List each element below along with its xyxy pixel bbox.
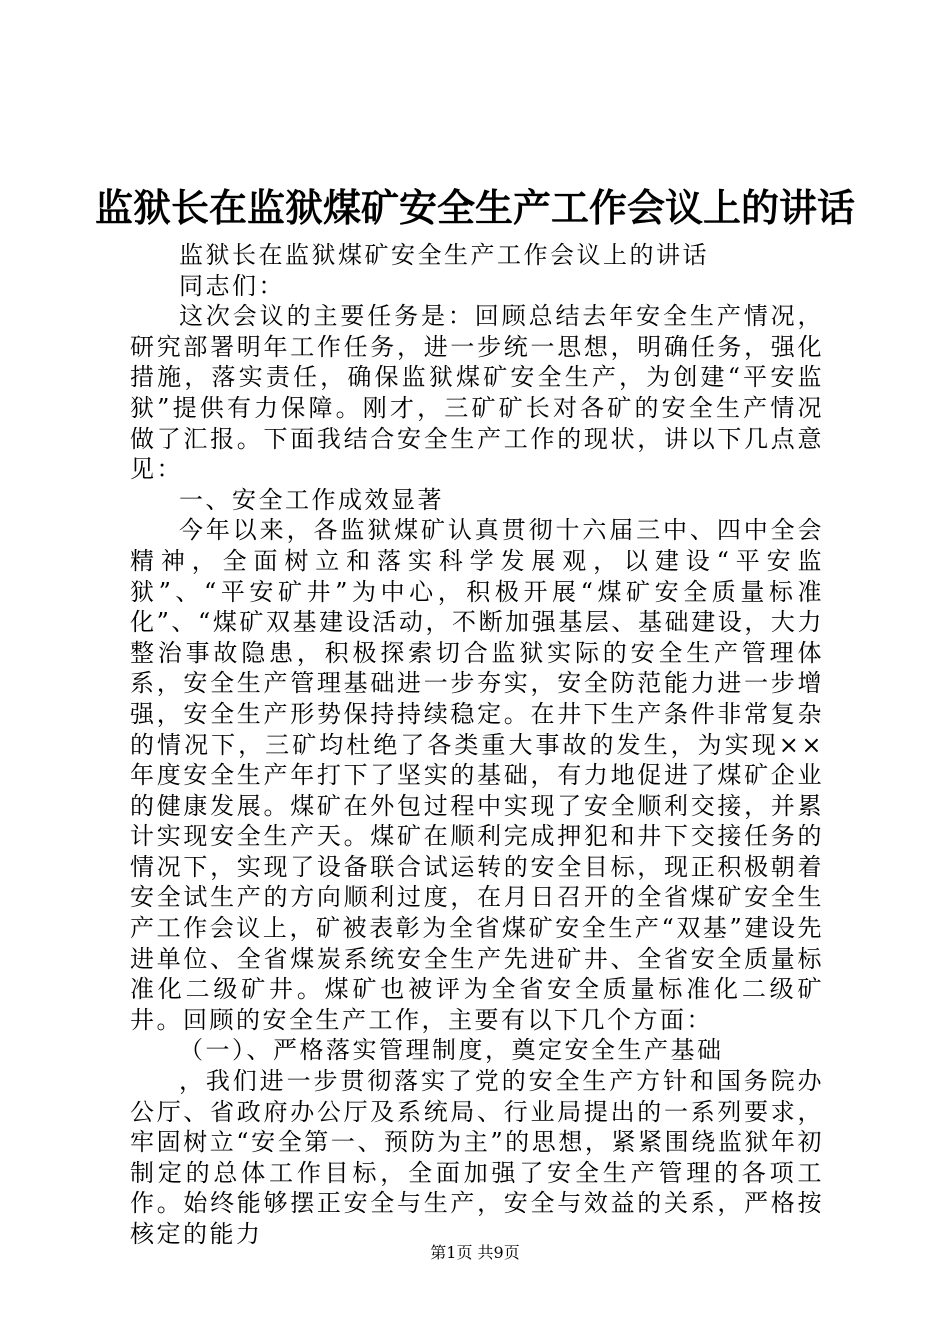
salutation-paragraph: 同志们：	[179, 271, 285, 300]
intro-paragraph: 这次会议的主要任务是：回顾总结去年安全生产情况，研究部署明年工作任务，进一步统一思想，明确任务，强化措施，落实责任，确保监狱煤矿安全生产，为创建“平安监狱”提供有力保障。刚才，三矿矿长对各矿的安全生产情况做了汇报。下面我结合安全生产工作的现状，讲以下几点意见：	[130, 302, 824, 484]
page-number-footer: 第1页 共9页	[430, 1243, 520, 1262]
section-heading: 一、安全工作成效显著	[179, 485, 444, 514]
subsection-heading: （一）、严格落实管理制度，奠定安全生产基础	[179, 1036, 724, 1065]
document-title: 监狱长在监狱煤矿安全生产工作会议上的讲话	[94, 186, 855, 230]
body-paragraph: 今年以来，各监狱煤矿认真贯彻十六届三中、四中全会精神，全面树立和落实科学发展观，以建设“平安监狱”、“平安矿井”为中心，积极开展“煤矿安全质量标准化”、“煤矿双基建设活动，不断加强基层、基础建设，大力整治事故隐患，积极探索切合监狱实际的安全生产管理体系，安全生产管理基础进一步夯实，安全防范能力进一步增强，安全生产形势保持持续稳定。在井下生产条件非常复杂的情况下，三矿均杜绝了各类重大事故的发生，为实现××年度安全生产年打下了坚实的基础，有力地促进了煤矿企业的健康发展。煤矿在外包过程中实现了安全顺利交接，并累计实现安全生产天。煤矿在顺利完成押犯和井下交接任务的情况下，实现了设备联合试运转的安全目标，现正积极朝着安全试生产的方向顺利过度，在月日召开的全省煤矿安全生产工作会议上，矿被表彰为全省煤矿安全生产“双基”建设先进单位、全省煤炭系统安全生产先进矿井、全省安全质量标准化二级矿井。煤矿也被评为全省安全质量标准化二级矿井。回顾的安全生产工作，主要有以下几个方面：	[130, 516, 824, 1034]
subtitle-paragraph: 监狱长在监狱煤矿安全生产工作会议上的讲话	[179, 241, 709, 269]
body-paragraph: ，我们进一步贯彻落实了党的安全生产方针和国务院办公厅、省政府办公厅及系统局、行业局提出的一系列要求，牢固树立“安全第一、预防为主”的思想，紧紧围绕监狱年初制定的总体工作目标，全面加强了安全生产管理的各项工作。始终能够摆正安全与生产，安全与效益的关系，严格按核定的能力	[130, 1067, 824, 1248]
document-body	[130, 240, 824, 1250]
